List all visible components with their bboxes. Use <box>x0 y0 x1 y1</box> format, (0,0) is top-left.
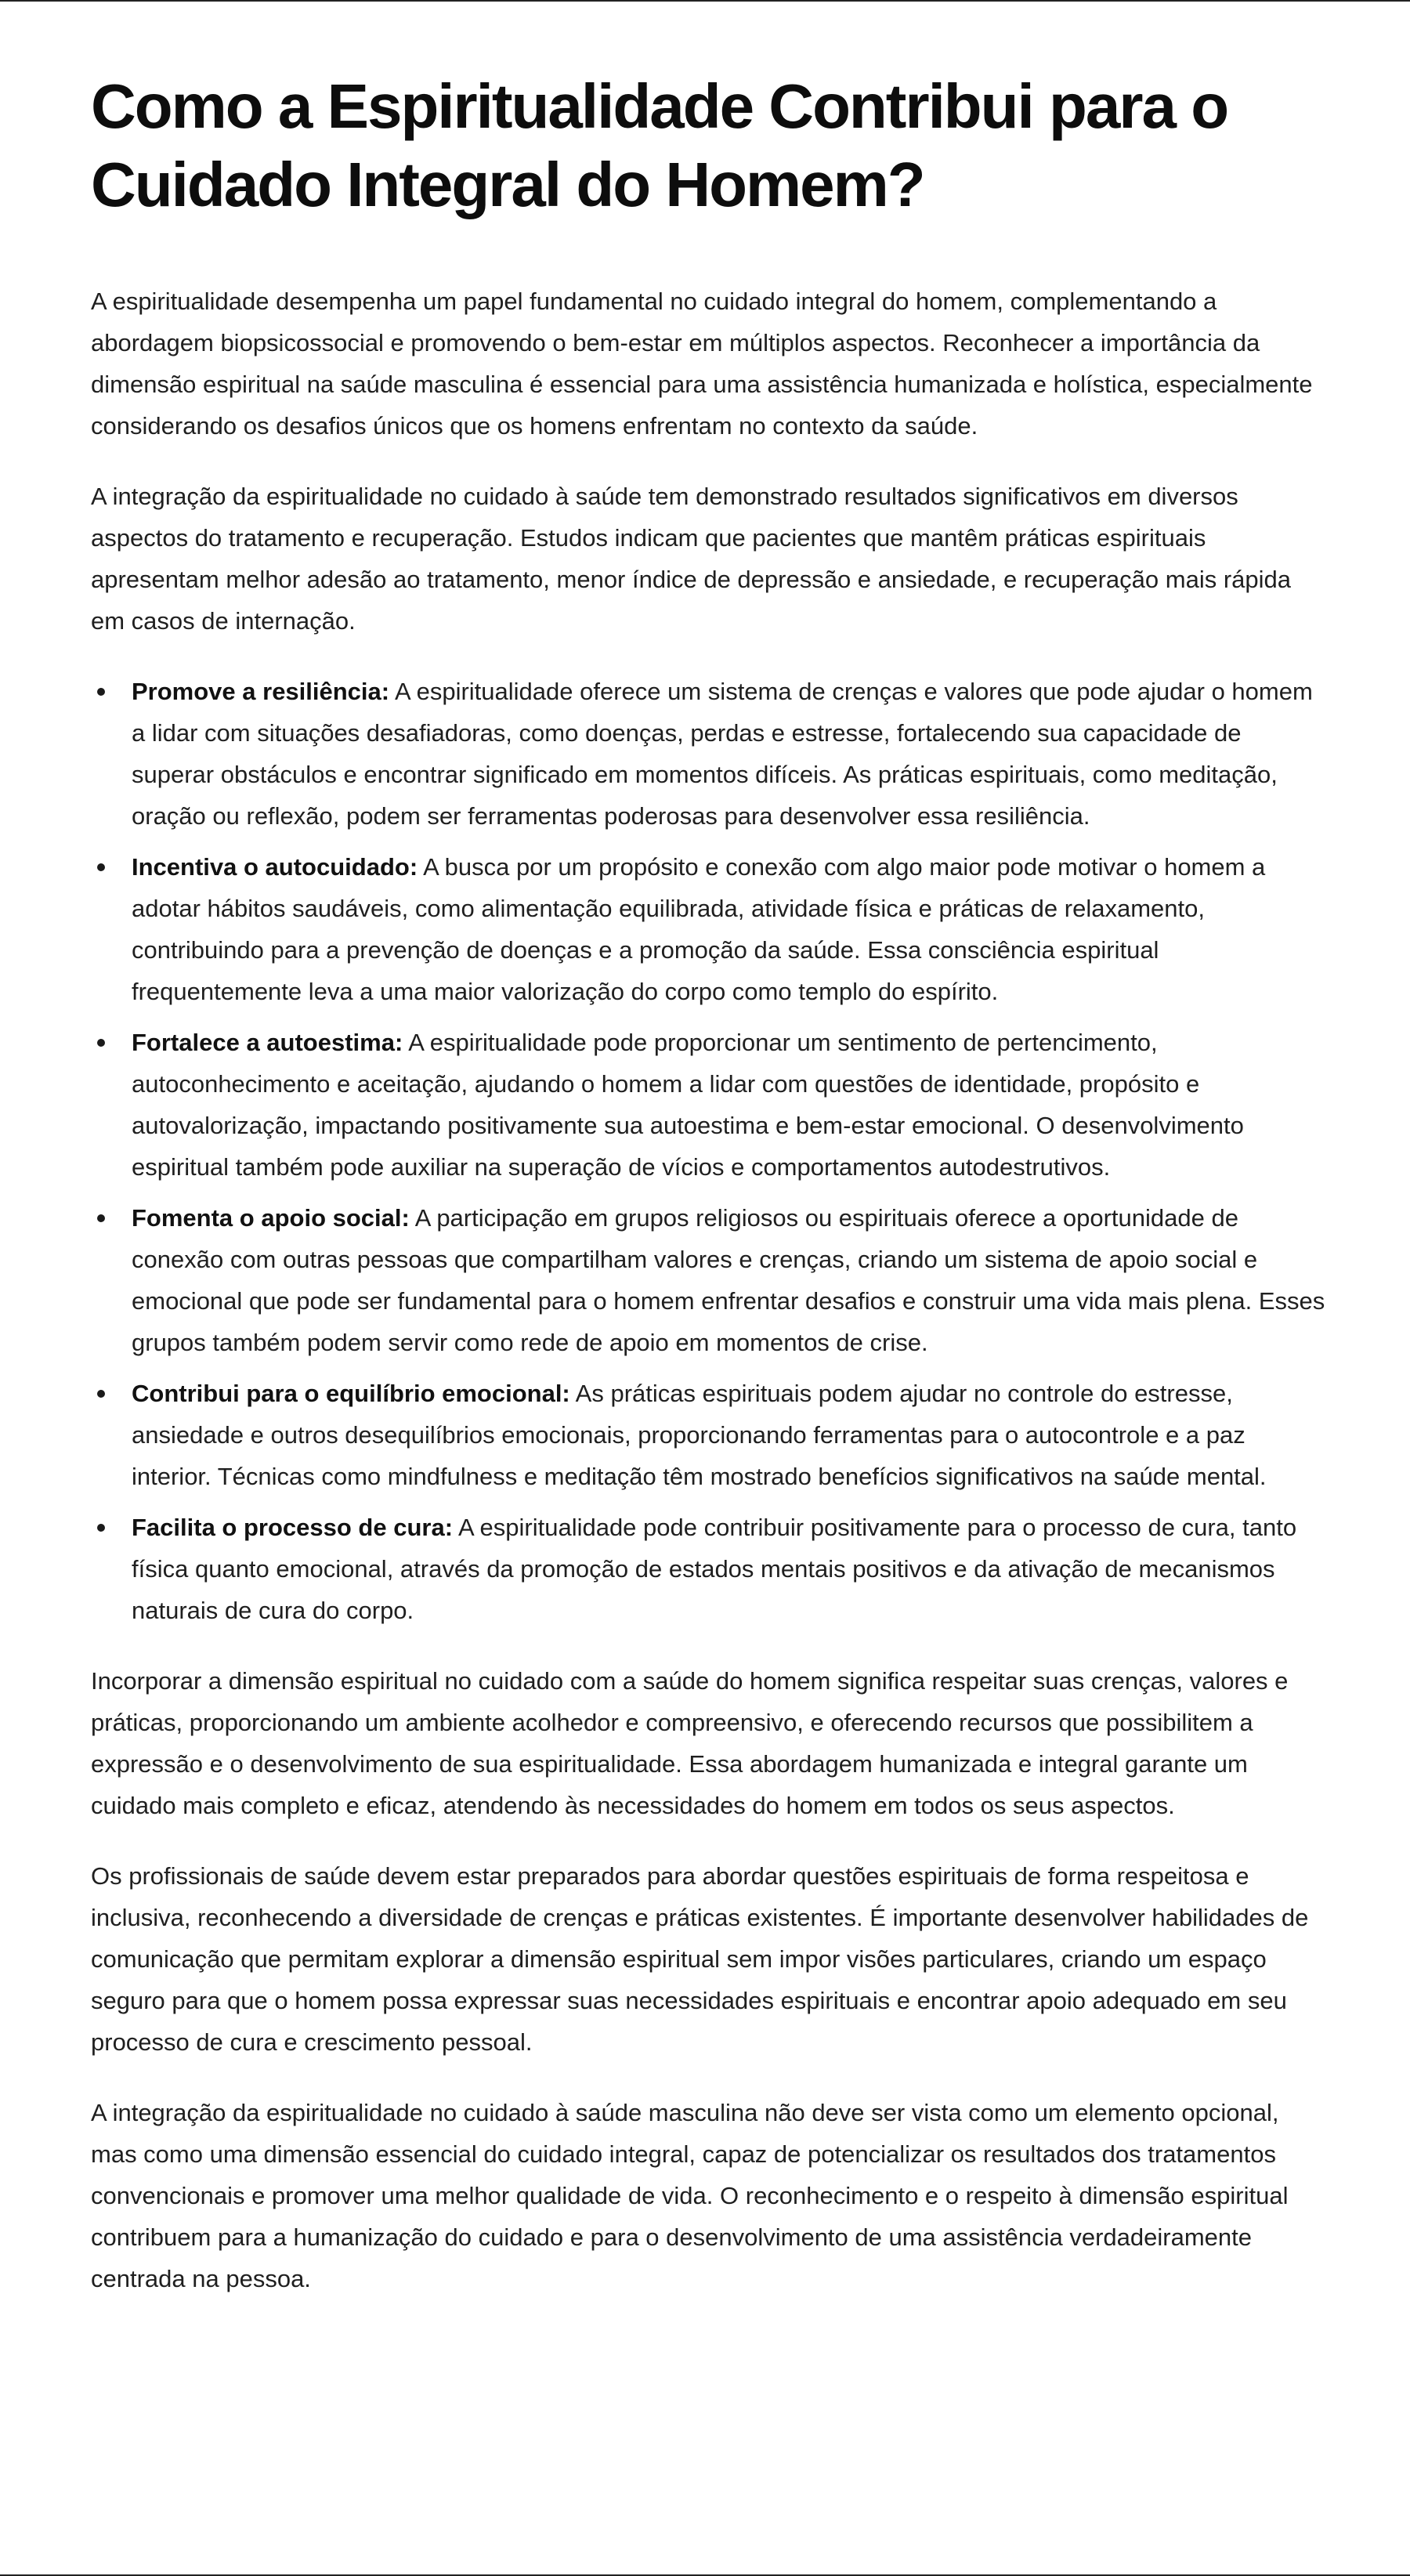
article <box>91 67 1325 2328</box>
list-item-text: A busca por um propósito e conexão com algo maior pode motivar o homem a adotar hábitos saudáveis, como alimentação equilibrada, atividade física e práticas de relaxamento, contribuindo para a prevenção de doenças e a promoção da saúde. Essa consciência espiritual frequentemente leva a uma maior valorização do corpo como templo do espírito. <box>132 853 1266 1005</box>
list-item <box>91 1197 1325 1363</box>
list-item-text: A espiritualidade oferece um sistema de crenças e valores que pode ajudar o homem a lidar com situações desafiadoras, como doenças, perdas e estresse, fortalecendo sua capacidade de superar obstáculos e encontrar significado em momentos difíceis. As práticas espirituais, como meditação, oração ou reflexão, podem ser ferramentas poderosas para desenvolver essa resiliência. <box>132 678 1313 830</box>
list-item-text: A espiritualidade pode proporcionar um sentimento de pertencimento, autoconhecimento e aceitação, ajudando o homem a lidar com questões de identidade, propósito e autovalorização, impactando positivamente sua autoestima e bem-estar emocional. O desenvolvimento espiritual também pode auxiliar na superação de vícios e comportamentos autodestrutivos. <box>132 1029 1244 1181</box>
list-item-text: As práticas espirituais podem ajudar no controle do estresse, ansiedade e outros desequilíbrios emocionais, proporcionando ferramentas para o autocontrole e a paz interior. Técnicas como mindfulness e meditação têm mostrado benefícios significativos na saúde mental. <box>132 1380 1267 1490</box>
bullet-icon <box>97 688 105 696</box>
list-item-text: A espiritualidade pode contribuir positivamente para o processo de cura, tanto física quanto emocional, através da promoção de estados mentais positivos e da ativação de mecanismos naturais de cura do corpo. <box>132 1514 1297 1624</box>
list-item <box>91 1507 1325 1631</box>
list-item <box>91 846 1325 1012</box>
intro-paragraph: A integração da espiritualidade no cuidado à saúde tem demonstrado resultados significativos em diversos aspectos do tratamento e recuperação. Estudos indicam que pacientes que mantêm práticas espirituais apresentam melhor adesão ao tratamento, menor índice de depressão e ansiedade, e recuperação mais rápida em casos de internação. <box>91 483 1291 635</box>
closing-paragraph: Incorporar a dimensão espiritual no cuidado com a saúde do homem significa respeitar suas crenças, valores e práticas, proporcionando um ambiente acolhedor e compreensivo, e oferecendo recursos que possibilitem a expressão e o desenvolvimento de sua espiritualidade. Essa abordagem humanizada e integral garante um cuidado mais completo e eficaz, atendendo às necessidades do homem em todos os seus aspectos. <box>91 1667 1289 1819</box>
list-item-label: Promove a resiliência: <box>132 678 390 705</box>
list-item-label: Incentiva o autocuidado: <box>132 853 418 881</box>
bullet-icon <box>97 1524 105 1532</box>
bullet-icon <box>97 1390 105 1398</box>
closing-paragraph: Os profissionais de saúde devem estar preparados para abordar questões espirituais de forma respeitosa e inclusiva, reconhecendo a diversidade de crenças e práticas existentes. É importante desenvolver habilidades de comunicação que permitam explorar a dimensão espiritual sem impor visões particulares, criando um espaço seguro para que o homem possa expressar suas necessidades espirituais e encontrar apoio adequado em seu processo de cura e crescimento pessoal. <box>91 1862 1309 2056</box>
list-item-label: Facilita o processo de cura: <box>132 1514 454 1541</box>
list-item-label: Fomenta o apoio social: <box>132 1204 410 1232</box>
list-item <box>91 1022 1325 1188</box>
intro-paragraph: A espiritualidade desempenha um papel fundamental no cuidado integral do homem, complementando a abordagem biopsicossocial e promovendo o bem-estar em múltiplos aspectos. Reconhecer a importância da dimensão espiritual na saúde masculina é essencial para uma assistência humanizada e holística, especialmente considerando os desafios únicos que os homens enfrentam no contexto da saúde. <box>91 288 1313 440</box>
list-item-text: A participação em grupos religiosos ou espirituais oferece a oportunidade de conexão com outras pessoas que compartilham valores e crenças, criando um sistema de apoio social e emocional que pode ser fundamental para o homem enfrentar desafios e construir uma vida mais plena. Esses grupos também podem servir como rede de apoio em momentos de crise. <box>132 1204 1325 1356</box>
closing-paragraph: A integração da espiritualidade no cuidado à saúde masculina não deve ser vista como um elemento opcional, mas como uma dimensão essencial do cuidado integral, capaz de potencializar os resultados dos tratamentos convencionais e promover uma melhor qualidade de vida. O reconhecimento e o respeito à dimensão espiritual contribuem para a humanização do cuidado e para o desenvolvimento de uma assistência verdadeiramente centrada na pessoa. <box>91 2099 1289 2292</box>
list-item <box>91 1373 1325 1497</box>
benefits-list <box>91 671 1325 1631</box>
page-title: Como a Espiritualidade Contribui para o Cuidado Integral do Homem? <box>91 71 1228 219</box>
bullet-icon <box>97 863 105 871</box>
list-item-label: Fortalece a autoestima: <box>132 1029 403 1056</box>
list-item-label: Contribui para o equilíbrio emocional: <box>132 1380 570 1407</box>
bullet-icon <box>97 1214 105 1222</box>
bullet-icon <box>97 1039 105 1047</box>
list-item <box>91 671 1325 837</box>
